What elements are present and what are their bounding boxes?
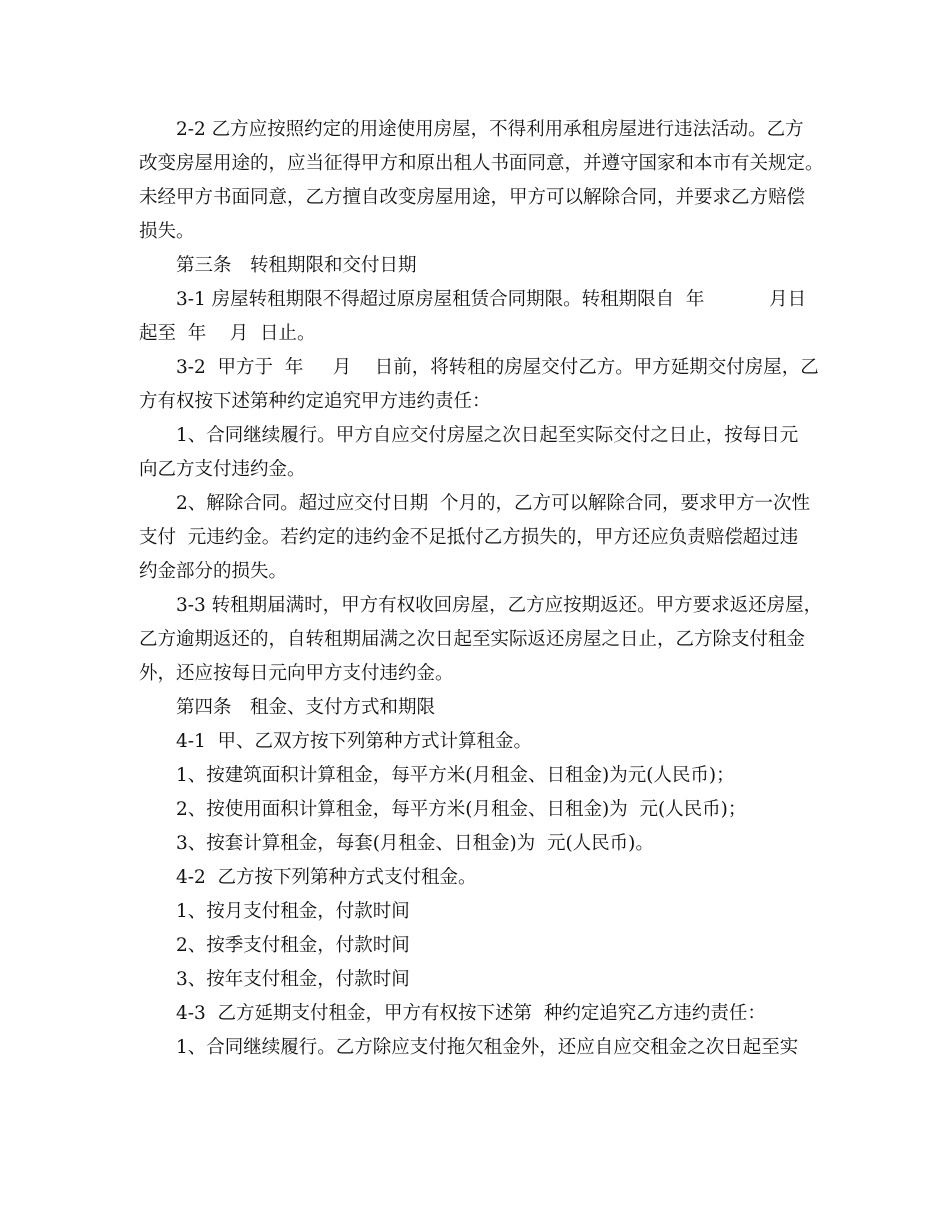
- text-line: 未经甲方书面同意，乙方擅自改变房屋用途，甲方可以解除合同，并要求乙方赔偿: [139, 187, 806, 208]
- text-line: 3-2 甲方于 年 月 日前，将转租的房屋交付乙方。甲方延期交付房屋，乙: [176, 357, 819, 378]
- text-line: 2、按季支付租金，付款时间: [176, 935, 410, 956]
- text-line: 4-2 乙方按下列第种方式支付租金。: [176, 867, 477, 888]
- text-line: 支付 元违约金。若约定的违约金不足抵付乙方损失的，甲方还应负责赔偿超过违: [139, 527, 799, 548]
- text-line: 2、按使用面积计算租金，每平方米(月租金、日租金)为 元(人民币)；: [176, 799, 747, 820]
- text-line: 改变房屋用途的，应当征得甲方和原出租人书面同意，并遵守国家和本市有关规定。: [139, 153, 824, 174]
- text-line: 起至 年 月 日止。: [139, 323, 316, 344]
- text-line: 1、按月支付租金，付款时间: [176, 901, 410, 922]
- text-line: 3-1 房屋转租期限不得超过原房屋租赁合同期限。转租期限自 年 月日: [176, 289, 807, 310]
- text-line: 1、按建筑面积计算租金，每平方米(月租金、日租金)为元(人民币)；: [176, 765, 735, 786]
- text-line: 4-3 乙方延期支付租金，甲方有权按下述第 种约定追究乙方违约责任：: [176, 1003, 766, 1024]
- section-heading: 第三条 转租期限和交付日期: [176, 255, 417, 276]
- text-line: 约金部分的损失。: [139, 561, 288, 582]
- text-line: 向乙方支付违约金。: [139, 459, 306, 480]
- section-heading: 第四条 租金、支付方式和期限: [176, 697, 436, 718]
- text-line: 1、合同继续履行。甲方自应交付房屋之次日起至实际交付之日止，按每日元: [176, 425, 799, 446]
- text-line: 3-3 转租期届满时，甲方有权收回房屋，乙方应按期返还。甲方要求返还房屋，: [176, 595, 823, 616]
- text-line: 1、合同继续履行。乙方除应支付拖欠租金外，还应自应交租金之次日起至实: [176, 1037, 799, 1058]
- text-line: 2、解除合同。超过应交付日期 个月的，乙方可以解除合同，要求甲方一次性: [176, 493, 811, 514]
- text-line: 方有权按下述第种约定追究甲方违约责任：: [139, 391, 491, 412]
- text-line: 4-1 甲、乙双方按下列第种方式计算租金。: [176, 731, 533, 752]
- text-line: 损失。: [139, 221, 195, 242]
- text-line: 3、按套计算租金，每套(月租金、日租金)为 元(人民币)。: [176, 833, 654, 854]
- text-line: 3、按年支付租金，付款时间: [176, 969, 410, 990]
- text-line: 2-2 乙方应按照约定的用途使用房屋，不得利用承租房屋进行违法活动。乙方: [176, 119, 804, 140]
- text-line: 外，还应按每日元向甲方支付违约金。: [139, 663, 454, 684]
- text-line: 乙方逾期返还的，自转租期届满之次日起至实际返还房屋之日止，乙方除支付租金: [139, 629, 806, 650]
